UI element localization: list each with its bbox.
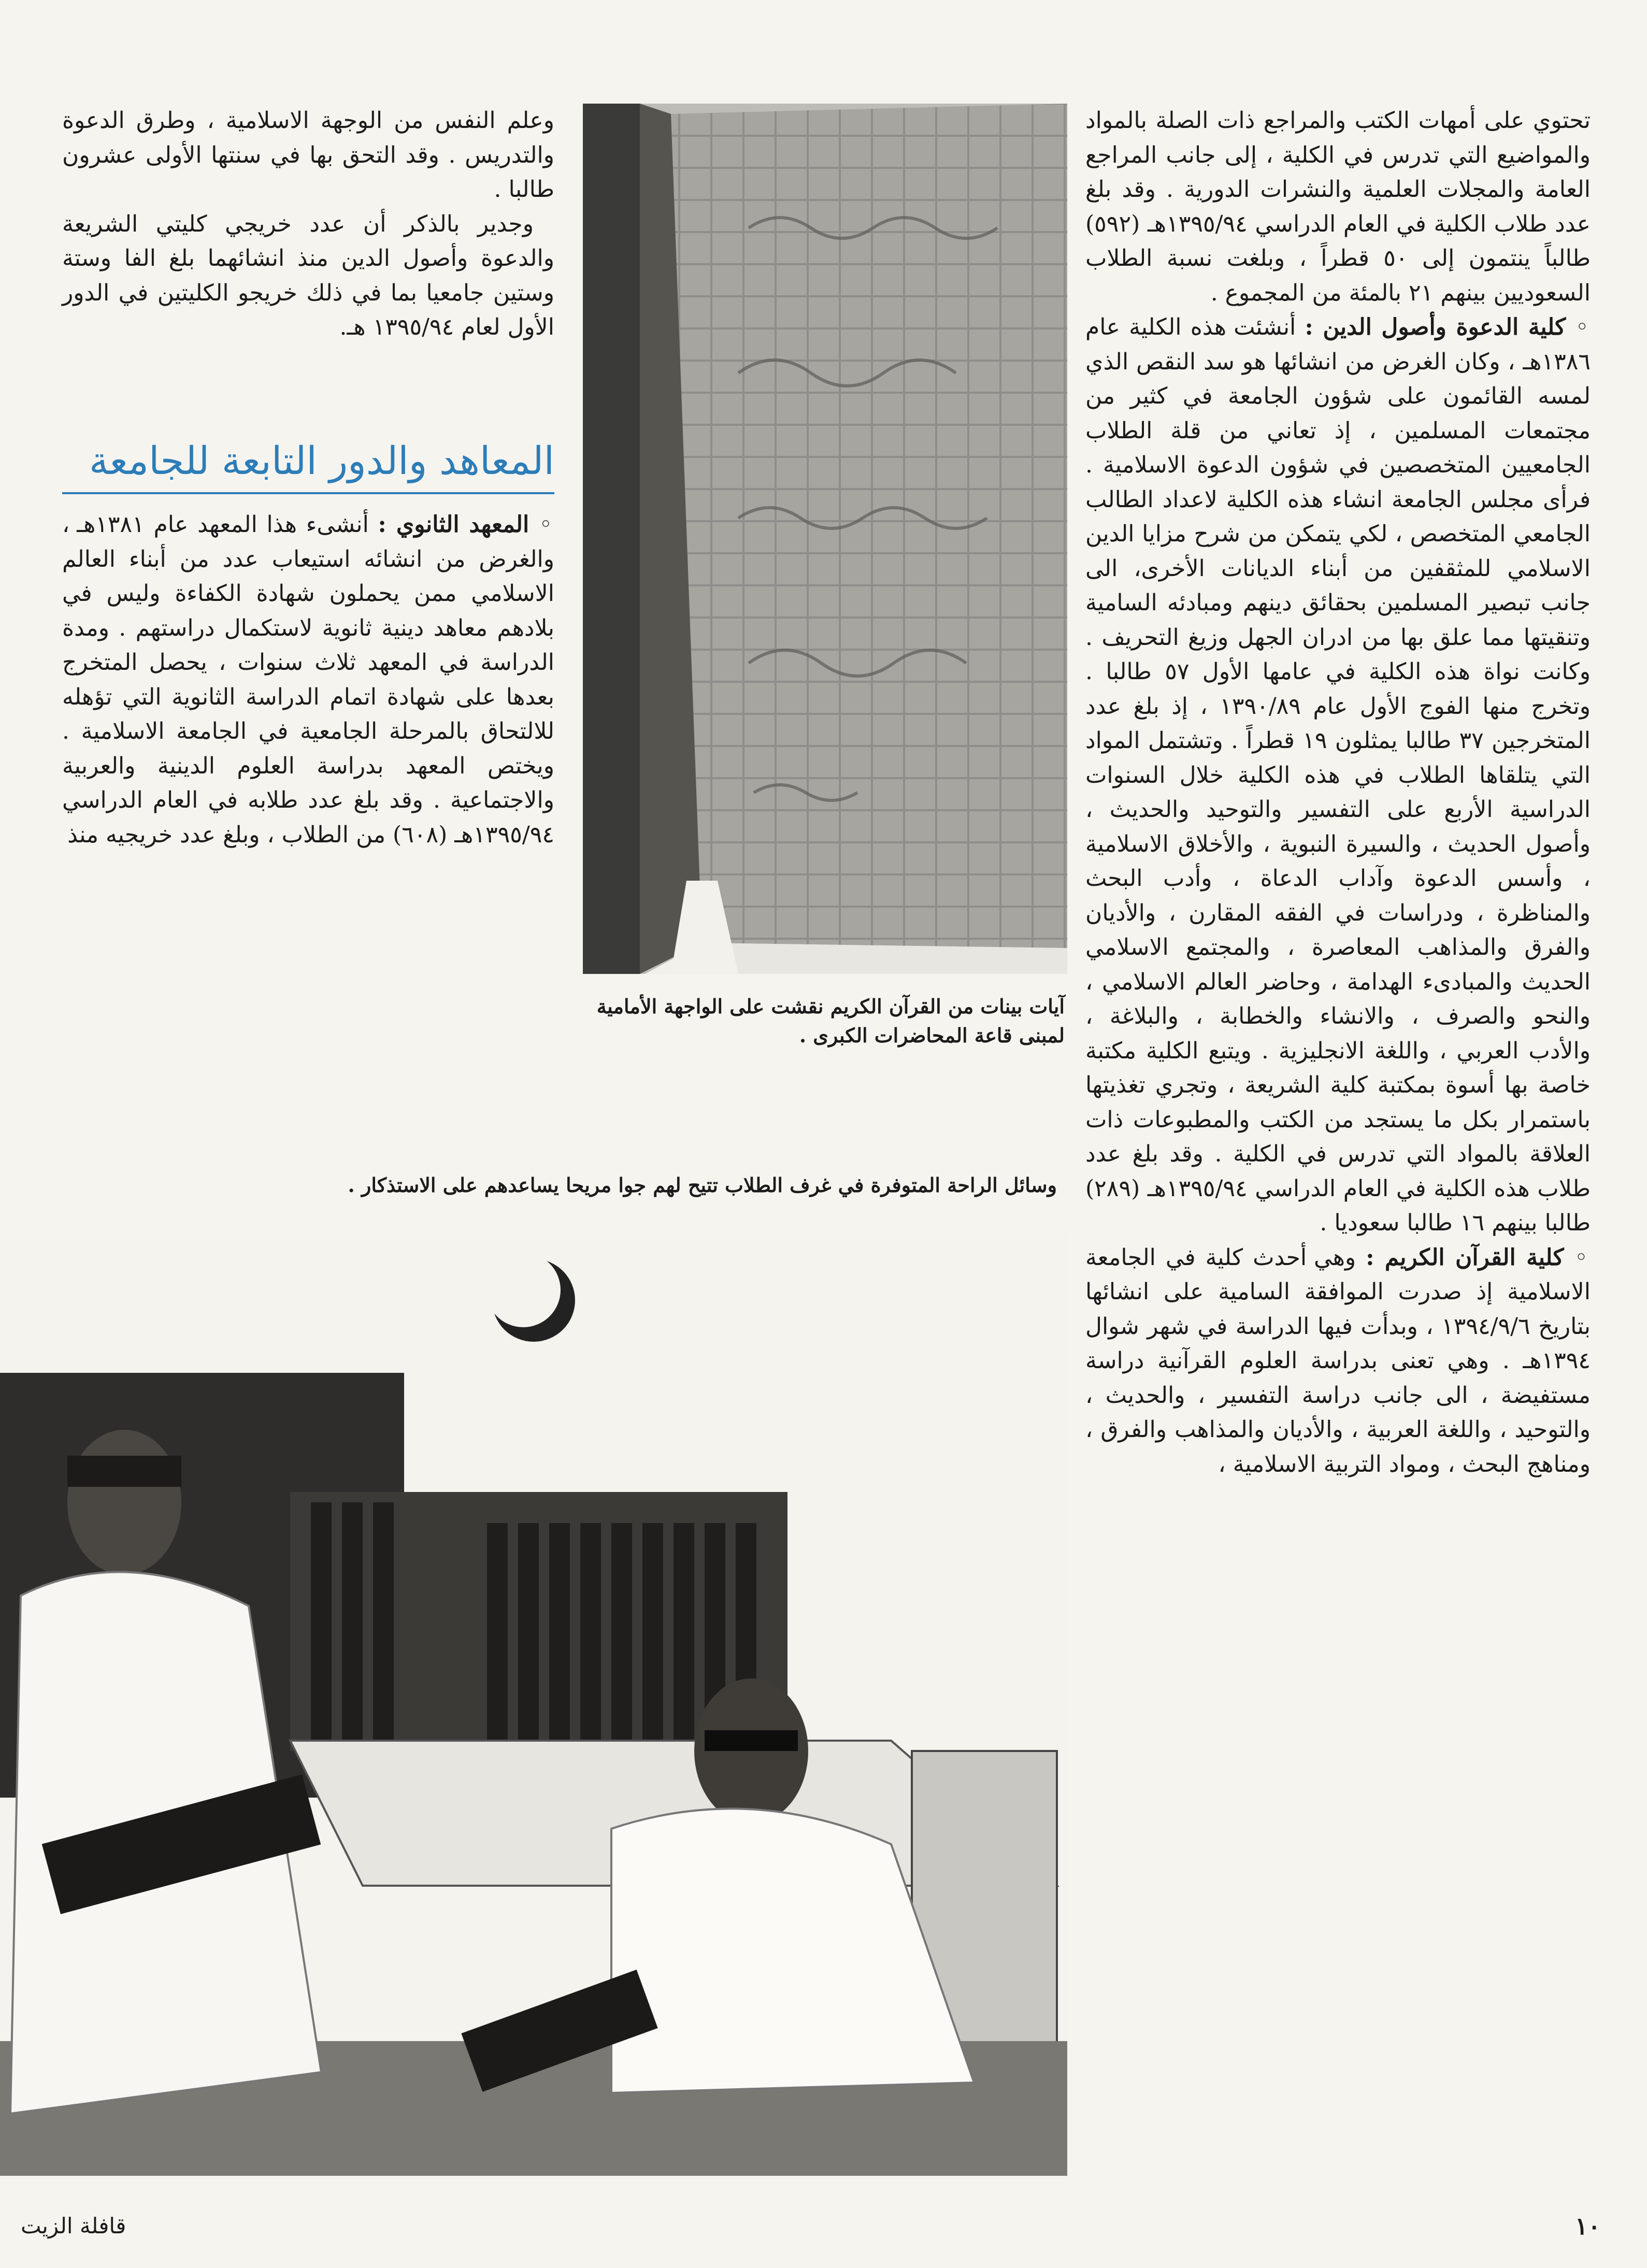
secondary-institute-heading: المعهد الثانوي : xyxy=(378,511,529,538)
secondary-institute-text: أنشىء هذا المعهد عام ١٣٨١هـ ، والغرض من انشائه استيعاب عدد من أبناء العالم الاسلامي ممن يحملون شهادة الكفاءة وليس في بلادهم معاهد دينية ثانوية لاستكمال دراستهم . ومدة الدراسة في المعهد ثلاث سنوات ، يحصل المتخرج بعدها على شهادة اتمام الدراسة الثانوية التي تؤهله للالتحاق بالمرحلة الجامعية في الجامعة الاسلامية . ويختص المعهد بدراسة العلوم الدينية والعربية والاجتماعية . وقد بلغ عدد طلابه في العام الدراسي ١٣٩٥/٩٤هـ (٦٠٨) من الطلاب ، وبلغ عدد خريجيه منذ xyxy=(62,511,554,848)
magazine-name: قافلة الزيت xyxy=(21,2213,126,2238)
left-column-lower xyxy=(62,508,554,1026)
left-paragraph-3 xyxy=(62,508,554,852)
right-paragraph-3 xyxy=(1085,1241,1591,1482)
wall-photo-caption: آيات بينات من القرآن الكريم نقشت على الواجهة الأمامية لمبنى قاعة المحاضرات الكبرى . xyxy=(596,995,1065,1047)
wall-photo xyxy=(583,104,1067,974)
room-photo xyxy=(0,1233,1067,2176)
college-dawa-text: أنشئت هذه الكلية عام ١٣٨٦هـ ، وكان الغرض من انشائها هو سد النقص الذي لمسه القائمون على شؤون الجامعة في كثير من مجتمعات المسلمين ، إذ تعاني من قلة الطلاب الجامعيين المتخصصين في شؤون الدعوة الاسلامية . فرأى مجلس الجامعة انشاء هذه الكلية لاعداد الطالب الجامعي المتخصص ، لكي يتمكن من شرح مزايا الدين الاسلامي للمثقفين من أبناء الديانات الأخرى، الى جانب تبصير المسلمين بحقائق دينهم ومبادئه السامية وتنقيتها مما علق بها من ادران الجهل وزيغ التحريف . وكانت نواة هذه الكلية في عامها الأول ٥٧ طالبا . وتخرج منها الفوج الأول عام ١٣٩٠/٨٩ ، إذ بلغ عدد المتخرجين ٣٧ طالبا يمثلون ١٩ قطراً . وتشتمل المواد التي يتلقاها الطلاب في هذه الكلية خلال السنوات الدراسية الأربع على التفسير والتوحيد والحديث ، وأصول الحديث ، والسيرة النبوية ، والأخلاق الاسلامية ، وأسس الدعوة وآداب الدعاة ، وأدب البحث والمناظرة ، ودراسات في الفقه المقارن ، والأديان والفرق والمذاهب المعاصرة ، والمجتمع الاسلامي الحديث والمبادىء الهدامة ، وحاضر العالم الاسلامي ، والنحو والصرف ، والانشاء والخطابة ، والبلاغة ، والأدب العربي ، واللغة الانجليزية . ويتبع الكلية مكتبة خاصة بها أسوة بمكتبة كلية الشريعة ، وتجري تغذيتها باستمرار بكل ما يستجد من الكتب والمطبوعات ذات العلاقة بالمواد التي تدرس في الكلية . وقد بلغ عدد طلاب هذه الكلية في العام الدراسي ١٣٩٥/٩٤هـ (٢٨٩) طالبا بينهم ١٦ طالبا سعوديا . xyxy=(1085,314,1591,1236)
left-paragraph-2: وجدير بالذكر أن عدد خريجي كليتي الشريعة والدعوة وأصول الدين منذ انشائهما بلغ الفا وستة وستين جامعيا بما في ذلك خريجو الكليتين في الدور الأول لعام ١٣٩٥/٩٤ هـ. xyxy=(62,210,554,340)
bullet-icon: ◦ xyxy=(1564,1244,1591,1271)
section-title: المعاهد والدور التابعة للجامعة xyxy=(62,435,554,494)
left-paragraph-1: وعلم النفس من الوجهة الاسلامية ، وطرق الدعوة والتدريس . وقد التحق بها في سنتها الأولى عشرون طالبا . xyxy=(62,107,554,203)
bullet-icon: ◦ xyxy=(529,511,554,538)
room-photo-caption: وسائل الراحة المتوفرة في غرف الطلاب تتيح لهم جوا مريحا يساعدهم على الاستذكار . xyxy=(348,1173,1057,1197)
right-paragraph-2 xyxy=(1085,310,1591,1241)
bullet-icon: ◦ xyxy=(1566,314,1591,340)
college-quran-heading: كلية القرآن الكريم : xyxy=(1366,1244,1564,1271)
right-column xyxy=(1085,104,1591,1948)
page-number: ١٠ xyxy=(1575,2212,1601,2240)
college-dawa-heading: كلية الدعوة وأصول الدين : xyxy=(1305,314,1566,340)
wall-photo-graphic xyxy=(583,104,1067,974)
right-paragraph-1: تحتوي على أمهات الكتب والمراجع ذات الصلة بالمواد والمواضيع التي تدرس في الكلية ، إلى جانب المراجع العامة والمجلات العلمية والنشرات الدورية . وقد بلغ عدد طلاب الكلية في العام الدراسي ١٣٩٥/٩٤هـ (٥٩٢) طالباً ينتمون إلى ٥٠ قطراً ، وبلغت نسبة الطلاب السعوديين بينهم ٢١ بالمئة من المجموع . xyxy=(1085,107,1591,306)
college-quran-text: وهي أحدث كلية في الجامعة الاسلامية إذ صدرت الموافقة السامية على انشائها بتاريخ ١٣٩٤/٩/٦ ، وبدأت فيها الدراسة في شهر شوال ١٣٩٤هـ . وهي تعنى بدراسة العلوم القرآنية دراسة مستفيضة ، الى جانب دراسة التفسير ، والحديث ، والتوحيد ، واللغة العربية ، والأديان والمذاهب والفرق ، ومناهج البحث ، ومواد التربية الاسلامية ، xyxy=(1085,1244,1591,1477)
room-photo-graphic xyxy=(0,1233,1067,2176)
